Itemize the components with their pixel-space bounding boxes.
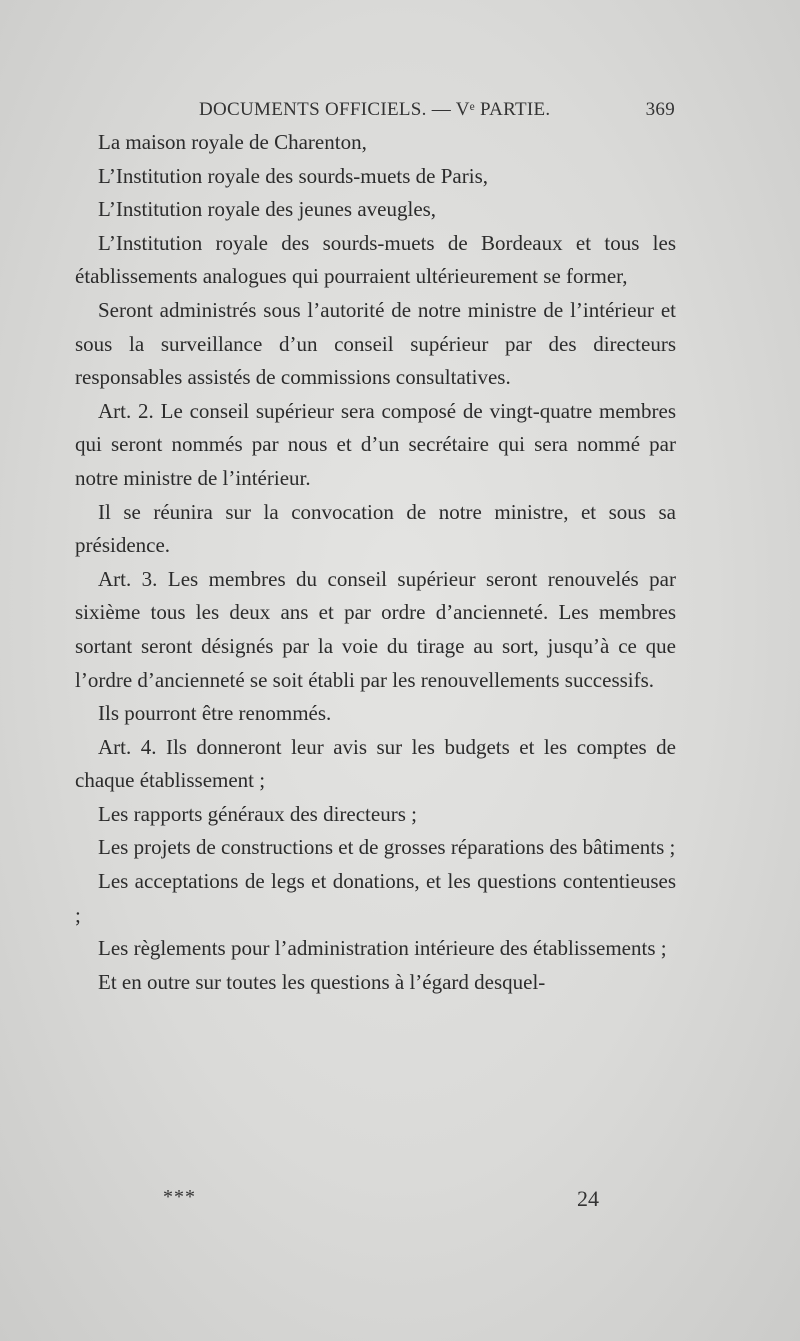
paragraph: Les acceptations de legs et donations, et les questions contentieuses ; (75, 869, 676, 927)
page-number: 369 (645, 99, 675, 120)
paragraph: Il se réunira sur la convocation de notre ministre, et sous sa présidence. (75, 499, 676, 558)
signature-number: 24 (577, 1186, 599, 1211)
paragraph: L’Institution royale des jeunes aveugles, (98, 197, 437, 222)
paragraph: Ils pourront être renommés. (98, 701, 332, 726)
page-header (75, 99, 675, 129)
paragraph: La maison royale de Charenton, (98, 130, 367, 154)
paragraph: Les rapports généraux des directeurs ; (98, 801, 417, 826)
paragraph: Art. 4. Ils donneront leur avis sur les budgets et les comptes de chaque établissement ; (75, 734, 676, 793)
page-footer (75, 1186, 676, 1216)
paragraph: L’Institution royale des sourds-muets de Paris, (98, 163, 489, 188)
paragraph: Art. 3. Les membres du conseil supérieur seront renouvelés par sixième tous les deux ans et par ordre d’ancienneté. Les membres sortant seront désignés par la voie du tirage au sort, jusqu’à ce que l’ordre d’ancienneté se soit établi par les renouvellements successifs. (75, 566, 676, 692)
paragraph: L’Institution royale des sourds-muets de Bordeaux et tous les établissements analogues qui pourraient ultérieurement se former, (75, 230, 676, 289)
paragraph: Les projets de constructions et de grosses réparations des bâtiments ; (98, 835, 676, 860)
paragraph: Et en outre sur toutes les questions à l’égard desquel- (98, 969, 546, 994)
paragraph: Les règlements pour l’administration intérieure des établissements ; (98, 936, 667, 961)
paragraph: Art. 2. Le conseil supérieur sera composé de vingt-quatre membres qui seront nommés par nous et d’un secrétaire qui sera nommé par notre ministre de l’intérieur. (75, 398, 676, 490)
body-text (75, 126, 676, 999)
paragraph: Seront administrés sous l’autorité de notre ministre de l’intérieur et sous la surveillance d’un conseil supérieur par des directeurs responsables assistés de commissions consultatives. (75, 297, 676, 390)
running-title: DOCUMENTS OFFICIELS. — Vᵉ PARTIE. (199, 99, 551, 120)
signature-mark: *** (163, 1186, 196, 1208)
